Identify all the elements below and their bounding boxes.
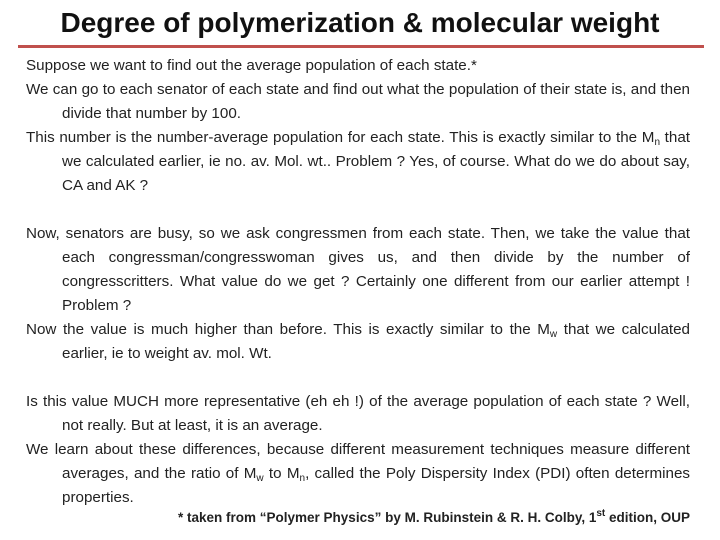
spacer [26,366,690,390]
paragraph-2: We can go to each senator of each state and find out what the population of their state is, and then divide that number by 100. [26,81,690,122]
paragraph-5-text-a: Now the value is much higher than before. This is exactly similar to the M [26,321,550,338]
footnote [178,508,690,528]
paragraph-5 [26,318,690,366]
paragraph-7-text-b: to M [263,465,300,482]
paragraph-4: Now, senators are busy, so we ask congressmen from each state. Then, we take the value that each congressman/congresswoman gives us, and then divide by the number of congresscritters. What value do we get ? Certainly one different from our earlier attempt ! Problem ? [26,225,690,314]
subscript-n: n [299,473,306,484]
paragraph-3-text-a: This number is the number-average population for each state. This is exactly similar to the M [26,129,655,146]
paragraph-7-text-a: We learn about these differences, because different measurement techniques measure different averages, and the ratio of M [26,441,690,482]
subscript-n: n [654,137,660,148]
footnote-text-a: * taken from “Polymer Physics” by M. Rubinstein & R. H. Colby, 1 [178,510,597,525]
footnote-superscript: st [596,508,606,519]
footnote-text-b: edition, OUP [605,510,691,525]
paragraph-7-text-c: , called the Poly Dispersity Index (PDI) often determines properties. [62,465,690,506]
paragraph-3-text-b: that we calculated earlier, ie no. av. Mol. wt.. Problem ? Yes, of course. What do we do about say, CA and AK ? [62,129,690,194]
paragraph-3 [26,126,690,198]
title-underline [18,45,704,48]
paragraph-5-text-b: that we calculated earlier, ie to weight av. mol. Wt. [62,321,691,362]
slide-title: Degree of polymerization & molecular weight [60,7,660,38]
subscript-w: w [549,329,558,340]
spacer [26,198,690,222]
subscript-w: w [256,473,264,484]
paragraph-6: Is this value MUCH more representative (eh eh !) of the average population of each state ? Well, not really. But at least, it is an average. [26,393,690,434]
paragraph-1: Suppose we want to find out the average population of each state.* [26,57,477,74]
slide-body [26,54,690,510]
paragraph-7 [26,438,690,510]
